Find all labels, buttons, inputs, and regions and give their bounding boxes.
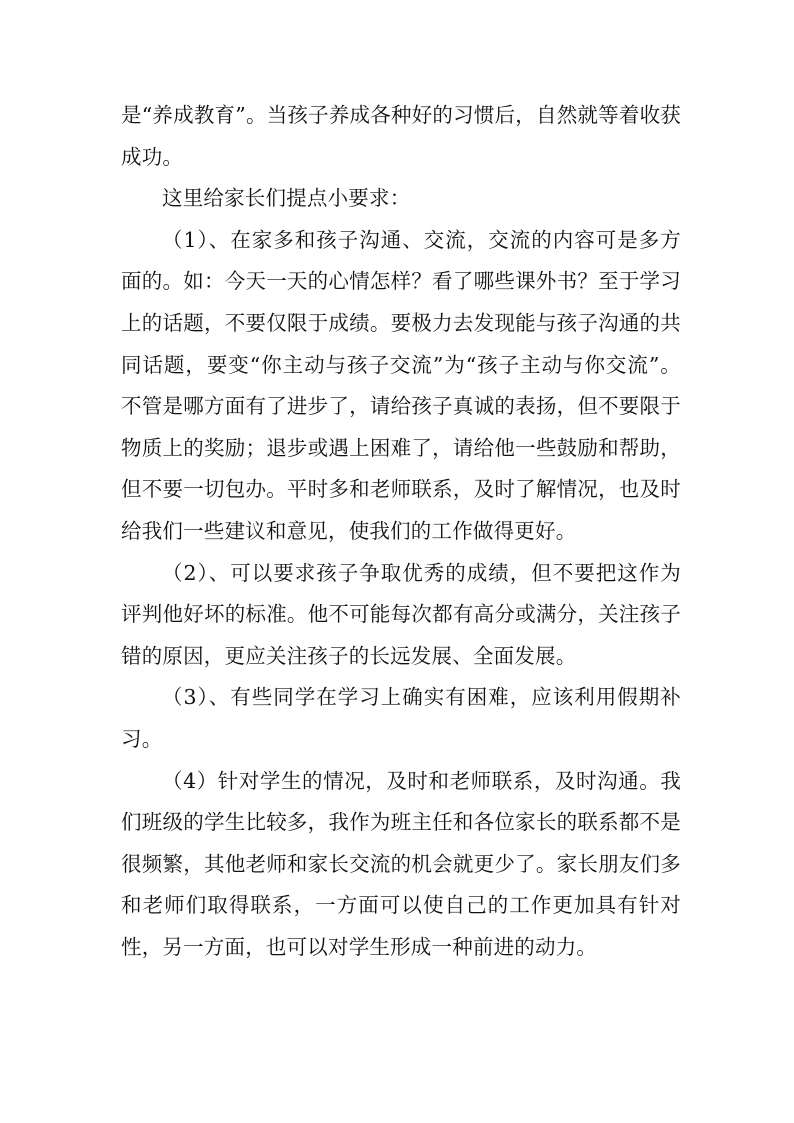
- paragraph-request-4: （4）针对学生的情况，及时和老师联系，及时沟通。我们班级的学生比较多，我作为班主任和各位家长的联系都不是很频繁，其他老师和家长交流的机会就更少了。家长朋友们多和老师们取得联系，一方面可以使自己的工作更加具有针对性，另一方面，也可以对学生形成一种前进的动力。: [121, 768, 681, 959]
- paragraph-continuation: 是“养成教育”。当孩子养成各种好的习惯后，自然就等着收获成功。: [121, 103, 681, 169]
- paragraph-intro-requests: 这里给家长们提点小要求：: [162, 186, 411, 211]
- paragraph-request-1: （1）、在家多和孩子沟通、交流，交流的内容可是多方面的。如：今天一天的心情怎样？看了哪些课外书？至于学习上的话题，不要仅限于成绩。要极力去发现能与孩子沟通的共同话题，要变“你主动与孩子交流”为“孩子主动与你交流”。不管是哪方面有了进步了，请给孩子真诚的表扬，但不要限于物质上的奖励；退步或遇上困难了，请给他一些鼓励和帮助，但不要一切包办。平时多和老师联系，及时了解情况，也及时给我们一些建议和意见，使我们的工作做得更好。: [121, 227, 681, 543]
- document-body: [121, 95, 681, 968]
- paragraph-request-3: （3）、有些同学在学习上确实有困难，应该利用假期补习。: [121, 685, 681, 751]
- paragraph-request-2: （2）、可以要求孩子争取优秀的成绩，但不要把这作为评判他好坏的标准。他不可能每次都有高分或满分，关注孩子错的原因，更应关注孩子的长远发展、全面发展。: [121, 560, 681, 668]
